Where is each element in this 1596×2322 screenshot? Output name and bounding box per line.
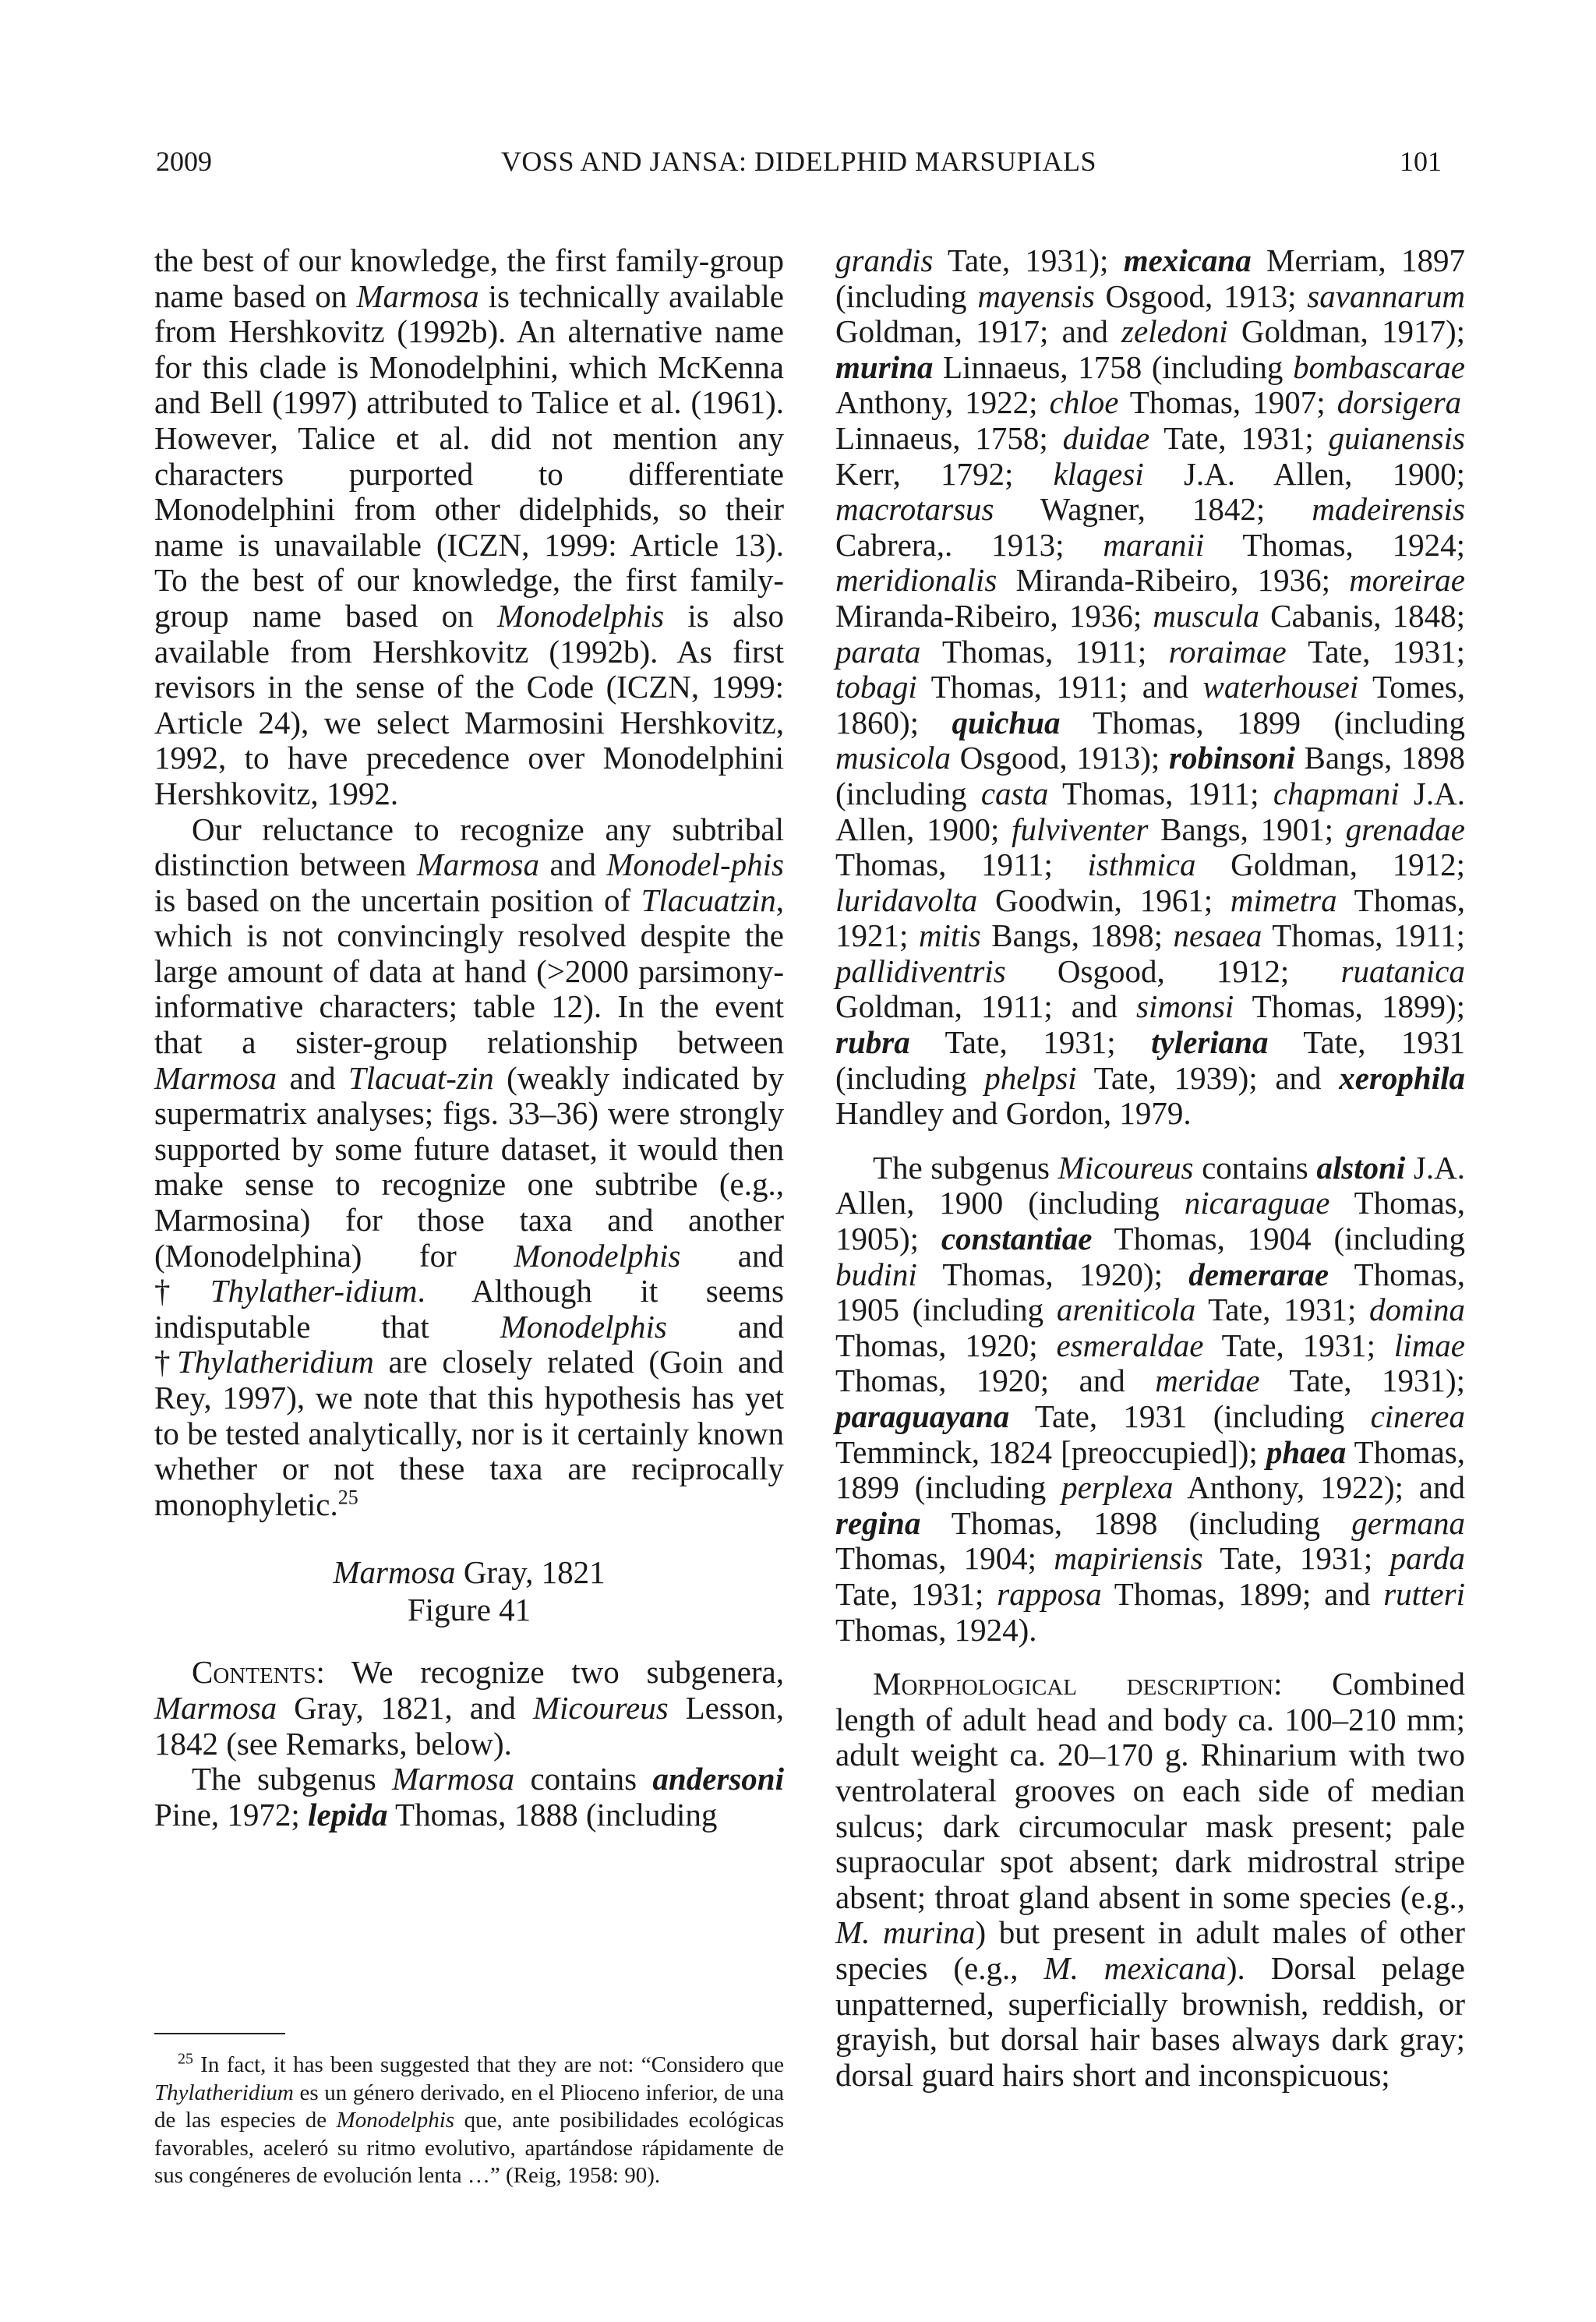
header-year: 2009 bbox=[156, 146, 212, 177]
paragraph-subgenus-micoureus: The subgenus Micoureus contains alstoni J.A. Allen, 1900 (including nicaraguae Thomas, 1905); constantiae Thomas, 1904 (including budini Thomas, 1920); demerarae Thomas, 1905 (including areniticola Tate, 1931; domina Thomas, 1920; esmeraldae Tate, 1931; limae Thomas, 1920; and meridae Tate, 1931); paraguayana Tate, 1931 (including cinerea Temminck, 1824 [preoccupied]); phaea Thomas, 1899 (including perplexa Anthony, 1922); and regina Thomas, 1898 (including germana Thomas, 1904; mapiriensis Tate, 1931; parda Tate, 1931; rapposa Thomas, 1899; and rutteri Thomas, 1924). bbox=[835, 1149, 1466, 1648]
paragraph-morphological-description: Morphological description: Combined length of adult head and body ca. 100–210 mm; adult weight ca. 20–170 g. Rhinarium with two ventrolateral grooves on each side of median sulcus; dark circumocular mask present; pale supraocular spot absent; dark midrostral stripe absent; throat gland absent in some species (e.g., M. murina) but present in adult males of other species (e.g., M. mexicana). Dorsal pelage unpatterned, superficially brownish, reddish, or grayish, but dorsal hair bases always dark gray; dorsal guard hairs short and inconspicuous; bbox=[835, 1666, 1466, 2093]
paragraph-subtribal-distinction: Our reluctance to recognize any subtribal distinction between Marmosa and Monodel-phis is based on the uncertain position of Tlacuatzin, which is not convincingly resolved despite the large amount of data at hand (>2000 parsimony-informative characters; table 12). In the event that a sister-group relationship between Marmosa and Tlacuat-zin (weakly indicated by supermatrix analyses; figs. 33–36) were strongly supported by some future dataset, it would then make sense to recognize one subtribe (e.g., Marmosina) for those taxa and another (Monodelphina) for Monodelphis and †Thylather-idium. Although it seems indisputable that Monodelphis and †Thylatheridium are closely related (Goin and Rey, 1997), we note that this hypothesis has yet to be tested analytically, nor is it certainly known whether or not these taxa are reciprocally monophyletic.$^{25}$ bbox=[154, 811, 785, 1522]
footnote-rule bbox=[154, 2033, 285, 2034]
running-header bbox=[156, 145, 1442, 192]
genus-heading: Marmosa Gray, 1821 Figure 41 bbox=[333, 1554, 606, 1628]
footnote: $^{25}$ In fact, it has been suggested that they are not: “Considero que Thylatheridium es un género derivado, en el Plioceno inferior, de una de las especies de Monodelphis que, ante posibilidades ecológicas favorables, aceleró su ritmo evolutivo, apartándose rápidamente de sus congéneres de evolución lenta …” (Reig, 1958: 90). bbox=[154, 2050, 784, 2188]
left-column bbox=[154, 243, 784, 1833]
footnote-reference[interactable]: 25 bbox=[337, 1486, 358, 1509]
right-column bbox=[835, 243, 1465, 2093]
header-title: VOSS AND JANSA: DIDELPHID MARSUPIALS bbox=[500, 146, 1097, 177]
paragraph-contents: Contents: We recognize two subgenera, Marmosa Gray, 1821, and Micoureus Lesson, 1842 (see Remarks, below). bbox=[154, 1654, 785, 1762]
footnote-number: 25 bbox=[178, 2050, 193, 2068]
paragraph-family-group-names: the best of our knowledge, the first family-group name based on Marmosa is technically available from Hershkovitz (1992b). An alternative name for this clade is Monodelphini, which McKenna and Bell (1997) attributed to Talice et al. (1961). However, Talice et al. did not mention any characters purported to differentiate Monodelphini from other didelphids, so their name is unavailable (ICZN, 1999: Article 13). To the best of our knowledge, the first family-group name based on Monodelphis is also available from Hershkovitz (1992b). As first revisors in the sense of the Code (ICZN, 1999: Article 24), we select Marmosini Hershkovitz, 1992, to have precedence over Monodelphini Hershkovitz, 1992. bbox=[154, 242, 784, 811]
page-number: 101 bbox=[1400, 146, 1442, 177]
figure-reference: Figure 41 bbox=[407, 1592, 531, 1628]
paragraph-subgenus-marmosa: The subgenus Marmosa contains andersoni Pine, 1972; lepida Thomas, 1888 (including bbox=[154, 1761, 784, 1833]
paragraph-species-list-marmosa: grandis Tate, 1931); mexicana Merriam, 1897 (including mayensis Osgood, 1913; savannarum Goldman, 1917; and zeledoni Goldman, 1917); murina Linnaeus, 1758 (including bombascarae Anthony, 1922; chloe Thomas, 1907; dorsigera Linnaeus, 1758; duidae Tate, 1931; guianensis Kerr, 1792; klagesi J.A. Allen, 1900; macrotarsus Wagner, 1842; madeirensis Cabrera,. 1913; maranii Thomas, 1924; meridionalis Miranda-Ribeiro, 1936; moreirae Miranda-Ribeiro, 1936; muscula Cabanis, 1848; parata Thomas, 1911; roraimae Tate, 1931; tobagi Thomas, 1911; and waterhousei Tomes, 1860); quichua Thomas, 1899 (including musicola Osgood, 1913); robinsoni Bangs, 1898 (including casta Thomas, 1911; chapmani J.A. Allen, 1900; fulviventer Bangs, 1901; grenadae Thomas, 1911; isthmica Goldman, 1912; luridavolta Goodwin, 1961; mimetra Thomas, 1921; mitis Bangs, 1898; nesaea Thomas, 1911; pallidiventris Osgood, 1912; ruatanica Goldman, 1911; and simonsi Thomas, 1899); rubra Tate, 1931; tyleriana Tate, 1931 (including phelpsi Tate, 1939); and xerophila Handley and Gordon, 1979. bbox=[835, 242, 1466, 1132]
